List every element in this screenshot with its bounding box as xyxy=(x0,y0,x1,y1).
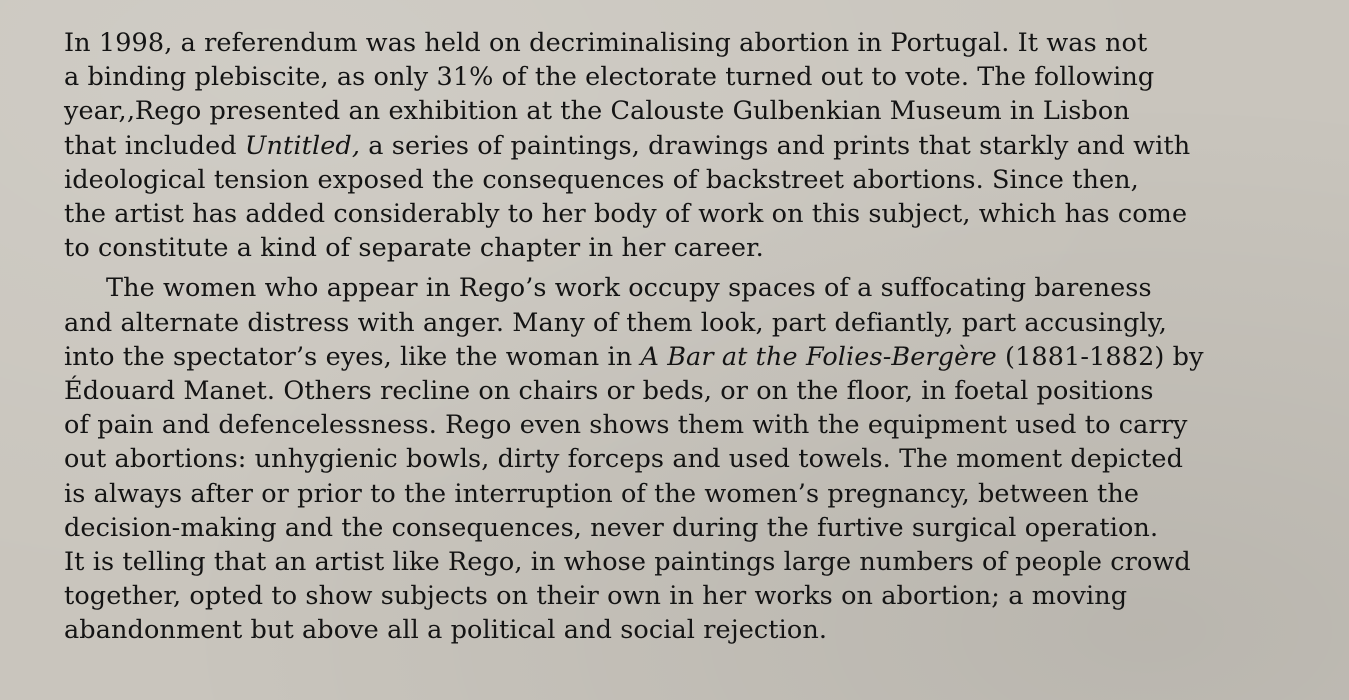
text-line xyxy=(64,340,1224,374)
text-run: The women who appear in Rego’s work occupy spaces of a suffocating bareness xyxy=(106,273,1152,304)
text-line xyxy=(64,271,1224,305)
artwork-title: Untitled, xyxy=(244,130,361,161)
text-run: to constitute a kind of separate chapter in her career. xyxy=(64,233,764,264)
text-line xyxy=(64,374,1224,408)
text-line xyxy=(64,477,1224,511)
text-run: together, opted to show subjects on their own in her works on abortion; a moving xyxy=(64,581,1128,612)
text-line xyxy=(64,163,1224,197)
text-line xyxy=(64,26,1224,60)
text-run: is always after or prior to the interruption of the women’s pregnancy, between the xyxy=(64,478,1140,509)
text-line xyxy=(64,613,1224,647)
text-line xyxy=(64,60,1224,94)
text-run: decision-making and the consequences, never during the furtive surgical operation. xyxy=(64,512,1159,543)
wall-text-panel xyxy=(64,26,1224,648)
text-line xyxy=(64,231,1224,265)
text-line xyxy=(64,129,1224,163)
text-run: the artist has added considerably to her body of work on this subject, which has come xyxy=(64,199,1188,230)
text-line xyxy=(64,442,1224,476)
text-line xyxy=(64,306,1224,340)
paragraph-1 xyxy=(64,26,1224,265)
text-run: a binding plebiscite, as only 31% of the electorate turned out to vote. The following xyxy=(64,62,1155,93)
text-run: abandonment but above all a political and social rejection. xyxy=(64,615,828,646)
text-line xyxy=(64,94,1224,128)
text-line xyxy=(64,408,1224,442)
text-run: of pain and defencelessness. Rego even shows them with the equipment used to carry xyxy=(64,410,1188,441)
text-run: a series of paintings, drawings and prints that starkly and with xyxy=(360,130,1191,161)
text-run: Édouard Manet. Others recline on chairs or beds, or on the floor, in foetal positions xyxy=(64,376,1154,407)
text-line xyxy=(64,511,1224,545)
text-run: year,‚Rego presented an exhibition at the Calouste Gulbenkian Museum in Lisbon xyxy=(64,96,1130,127)
text-run: out abortions: unhygienic bowls, dirty forceps and used towels. The moment depicted xyxy=(64,444,1184,475)
text-line xyxy=(64,545,1224,579)
text-run: ideological tension exposed the consequences of backstreet abortions. Since then, xyxy=(64,164,1139,195)
text-line xyxy=(64,197,1224,231)
text-run: In 1998, a referendum was held on decriminalising abortion in Portugal. It was not xyxy=(64,28,1148,58)
paragraph-2 xyxy=(64,271,1224,647)
text-run: that included xyxy=(64,130,245,161)
text-run: It is telling that an artist like Rego, in whose paintings large numbers of people crowd xyxy=(64,547,1191,578)
text-line xyxy=(64,579,1224,613)
artwork-title: A Bar at the Folies-Bergère xyxy=(640,341,997,372)
text-run: (1881-1882) by xyxy=(996,341,1204,372)
text-run: into the spectator’s eyes, like the woman in xyxy=(64,341,641,372)
text-run: and alternate distress with anger. Many of them look, part defiantly, part accusingly, xyxy=(64,307,1167,338)
